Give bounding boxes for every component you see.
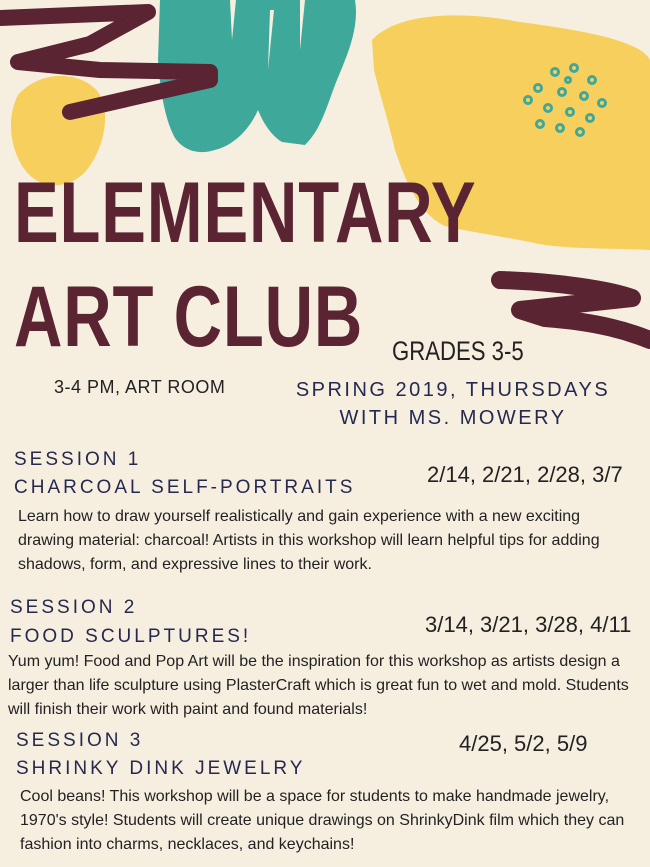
title-line-2: ART CLUB [14, 269, 364, 365]
session-3-label: SESSION 3 [16, 730, 144, 751]
session-2-name: FOOD SCULPTURES! [10, 626, 252, 647]
grades-label: GRADES 3-5 [392, 336, 524, 366]
session-3-dates: 4/25, 5/2, 5/9 [459, 731, 588, 756]
session-1-dates: 2/14, 2/21, 2/28, 3/7 [427, 462, 623, 487]
session-1-description: Learn how to draw yourself realistically and gain experience with a new exciting drawing material: charcoal! Artists in this workshop will learn helpful tips for adding shadows, form, and expressive lines to their work. [18, 508, 600, 573]
session-2-description: Yum yum! Food and Pop Art will be the inspiration for this workshop as artists design a larger than life sculpture using PlasterCraft which is great fun to wet and mold. Students will finish their work with paint and found materials! [8, 653, 629, 718]
title-line-1: ELEMENTARY [14, 165, 477, 261]
time-place: 3-4 PM, ART ROOM [54, 377, 226, 397]
term-line-1: SPRING 2019, THURSDAYS [295, 379, 611, 401]
session-2-label: SESSION 2 [10, 597, 138, 618]
session-3-description: Cool beans! This workshop will be a space for students to make handmade jewelry, 1970's style! Students will create unique drawings on ShrinkyDink film which they can fashion into charms, necklaces, and keychains! [20, 788, 625, 853]
term-line-2: WITH MS. MOWERY [339, 407, 567, 429]
session-1-label: SESSION 1 [14, 449, 142, 470]
maroon-curve-stroke [500, 280, 650, 340]
term-info [288, 376, 618, 432]
session-2-dates: 3/14, 3/21, 3/28, 4/11 [425, 612, 632, 637]
session-3-name: SHRINKY DINK JEWELRY [16, 758, 306, 779]
session-1-name: CHARCOAL SELF-PORTRAITS [14, 477, 356, 498]
